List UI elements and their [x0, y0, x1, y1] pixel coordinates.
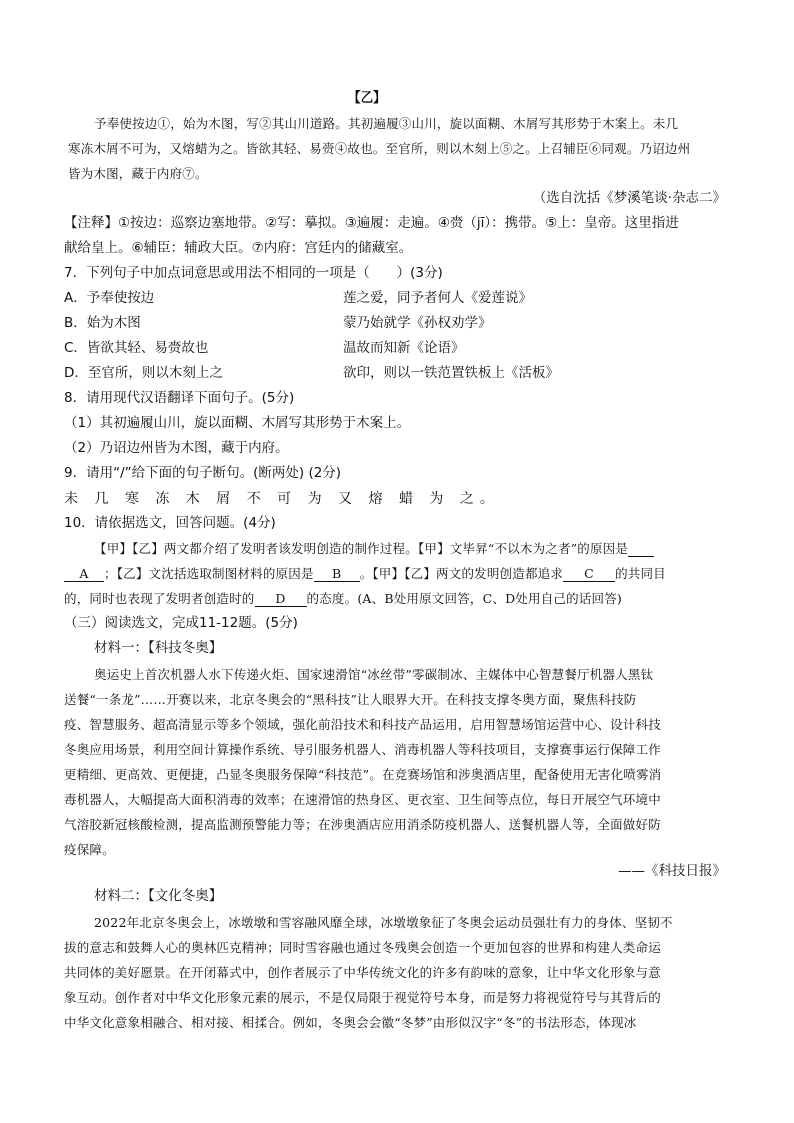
- material2-title: 材料二：【文化冬奥】: [94, 888, 223, 904]
- yi-text-line: 予奉使按边①，始为木图，写②其山川道路。其初遍履③山川，旋以面糊、木屑写其形势于木案上。未几: [94, 116, 679, 131]
- material1-line: 奥运史上首次机器人水下传递火炬、国家速滑馆“冰丝带”零碳制冰、主媒体中心智慧餐厅机器人黑钛: [94, 667, 654, 682]
- notes-line: 【注释】①按边：巡察边塞地带。②写：摹拟。③遍履：走遍。④赍（jī）：携带。⑤上：皇帝。这里指进: [64, 215, 679, 231]
- q7-option-left: A．予奉使按边: [64, 290, 155, 306]
- notes-line: 献给皇上。⑥辅臣：辅政大臣。⑦内府：宫廷内的储藏室。: [64, 240, 413, 256]
- material1-source: ——《科技日报》: [618, 863, 726, 879]
- q9-stem: 9．请用“/”给下面的句子断句。(断两处) (2分): [64, 465, 342, 481]
- q10-blank-a[interactable]: A: [64, 568, 104, 582]
- material2-line: 中华文化意象相融合、相对接、相揉合。例如，冬奥会会徽“冬梦”由形似汉字“冬”的书法形态，体现冰: [64, 1015, 637, 1030]
- q7-option-left: D．至官所，则以木刻上之: [64, 365, 223, 381]
- q10-blank-a-lead[interactable]: [628, 543, 654, 557]
- material1-line: 送餐“一条龙”……开赛以来，北京冬奥会的“黑科技”让人眼界大开。在科技支撑冬奥方面，聚焦科技防: [64, 692, 637, 707]
- q7-option-right: 温故而知新《论语》: [343, 340, 465, 356]
- q8-item: （2）乃诏边州皆为木图，藏于内府。: [64, 440, 289, 456]
- q10-blank-d[interactable]: D: [255, 593, 307, 607]
- material1-line: 更精细、更高效、更便捷，凸显冬奥服务保障“科技范”。在竞赛场馆和涉奥酒店里，配备使用无害化喷雾消: [64, 767, 662, 782]
- q8-item: （1）其初遍履山川，旋以面糊、木屑写其形势于木案上。: [64, 415, 411, 431]
- q7-option-right: 蒙乃始就学《孙权劝学》: [343, 315, 492, 331]
- q10-line-text: 的共同目: [615, 566, 666, 581]
- material1-line: 疫保障。: [64, 842, 115, 857]
- material2-line: 共同体的美好愿景。在开闭幕式中，创作者展示了中华传统文化的许多有韵味的意象，让中华文化形象与意: [64, 965, 661, 980]
- q8-stem: 8．请用现代汉语翻译下面句子。(5分): [64, 390, 295, 406]
- part3-heading: （三）阅读选文，完成11-12题。(5分): [64, 615, 298, 631]
- q10-line-text: 的，同时也表现了发明者创造时的: [64, 591, 255, 606]
- material1-line: 疫、智慧服务、超高清显示等多个领域，强化前沿技术和科技产品运用，启用智慧场馆运营中心、设计科技: [64, 717, 661, 732]
- q10-line: [94, 543, 654, 557]
- q10-line-text: 【甲】【乙】两文都介绍了发明者该发明创造的制作过程。【甲】文毕昇“不以木为之者”的原因是: [94, 541, 629, 556]
- q10-stem: 10．请依据选文，回答问题。(4分): [64, 515, 276, 531]
- section-yi-title: 【乙】: [348, 90, 386, 106]
- material1-line: 气溶胶新冠核酸检测，提高监测预警能力等；在涉奥酒店应用消杀防疫机器人、送餐机器人等，全面做好防: [64, 817, 661, 832]
- material1-title: 材料一：【科技冬奥】: [94, 640, 223, 656]
- q9-sentence: 未 几 寒 冻 木 屑 不 可 为 又 熔 蜡 为 之。: [64, 491, 500, 507]
- yi-text-line: 皆为木图，藏于内府⑦。: [68, 166, 208, 181]
- material2-line: 象互动。创作者对中华文化形象元素的展示，不是仅局限于视觉符号本身，而是努力将视觉符号与其背后的: [64, 990, 661, 1005]
- material1-line: 冬奥应用场景，利用空间计算操作系统、导引服务机器人、消毒机器人等科技项目，支撑赛事运行保障工作: [64, 742, 661, 757]
- material1-line: 毒机器人，大幅提高大面积消毒的效率；在速滑馆的热身区、更衣室、卫生间等点位，每日开展空气环境中: [64, 792, 661, 807]
- yi-source: （选自沈括《梦溪笔谈·杂志二》: [532, 190, 726, 206]
- q7-stem: 7．下列句子中加点词意思或用法不相同的一项是（ ）(3分): [64, 265, 443, 281]
- q10-line-text: ；【乙】文沈括选取制图材料的原因是: [104, 566, 314, 581]
- material2-line: 拔的意志和鼓舞人心的奥林匹克精神；同时雪容融也通过冬残奥会创造一个更加包容的世界和构建人类命运: [64, 940, 661, 955]
- q10-line: [64, 568, 666, 582]
- q7-option-right: 莲之爱，同予者何人《爱莲说》: [343, 290, 532, 306]
- q10-blank-c[interactable]: C: [563, 568, 615, 582]
- q10-line-text: 的态度。(A、B处用原文回答，C、D处用自己的话回答): [306, 591, 622, 606]
- q7-option-right: 欲印，则以一铁范置铁板上《活板》: [343, 365, 559, 381]
- q7-option-left: C．皆欲其轻、易赍故也: [64, 340, 209, 356]
- q10-line: [64, 593, 622, 607]
- material2-line: 2022年北京冬奥会上，冰墩墩和雪容融风靡全球，冰墩墩象征了冬奥会运动员强壮有力的身体、坚韧不: [94, 915, 673, 930]
- q10-blank-b[interactable]: B: [314, 568, 360, 582]
- q10-line-text: 。【甲】【乙】两文的发明创造都追求: [359, 566, 564, 581]
- yi-text-line: 寒冻木屑不可为，又熔蜡为之。皆欲其轻、易赍④故也。至官所，则以木刻上⑤之。上召辅臣⑥同观。乃诏边州: [68, 141, 691, 156]
- q7-option-left: B．始为木图: [64, 315, 141, 331]
